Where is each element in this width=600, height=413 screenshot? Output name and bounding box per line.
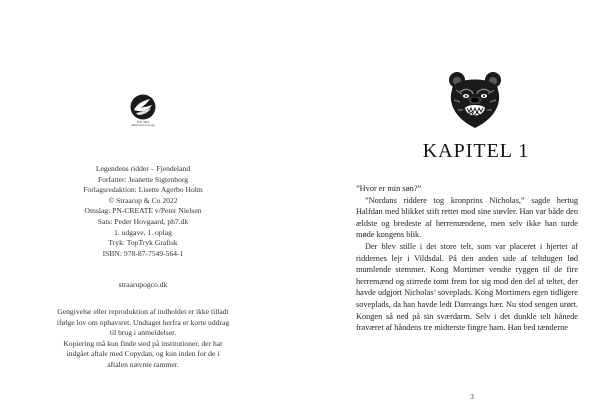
ecolabel-line: Miljømærket tryksag [131,124,155,128]
imprint-line: © Straarup & Co 2022 [108,195,178,205]
imprint-line: Tryk: TopTryk Grafisk [108,238,178,248]
copyright-paragraph: Kopiering må kun finde sted på institutioner, der har indgået aftale med Copydan, og kun inden for de i aftalen nævnte rammer. [63,338,223,369]
page-number: 3 [470,392,474,401]
chapter-title: KAPITEL 1 [422,140,530,162]
swan-ecolabel-icon [130,94,156,120]
bear-head-icon [446,68,504,130]
imprint-line: Omslag: PN-CREATE v/Peter Nielsen [84,206,202,216]
ecolabel-caption [110,121,176,127]
copyright-paragraph: Gengivelse eller reproduktion af indholdet er ikke tilladt ifølge lov om ophavsret. Undtaget herfra er korte uddrag til brug i anmeldelser. [56,307,230,338]
imprint-block [62,164,224,259]
paragraph: ”Nordans riddere tog kronprins Nicholas,” sagde hertug Halfdan med blikket stift rettet mod sine støvler. Han var både den ældste og bredeste af herremændene, men selv ikke han turde møde kongens blik. [356,195,578,240]
imprint-line: Legendens ridder – Fjendeland [95,164,191,173]
imprint-line: 1. udgave, 1. oplag [114,227,172,237]
imprint-line: Forlagsredaktion: Lisette Agerbo Holm [83,185,203,195]
imprint-line: Sats: Peder Hovgaard, ph7.dk [97,216,189,226]
chapter-body [356,183,578,334]
paragraph: Der blev stille i det store telt, som var placeret i hjertet af riddernes lejr i Vildsdal. På den anden side af teltdugen lød mumlende stemmer. Kong Mortimer vendte ryggen til de fire herremænd og stirrede tomt frem for sig mod den del af teltet, der havde udgjort Nicholas’ soveplads. Kong Mortimers egen tidligere soveplads, da han havde ledt Danvangs hær. Nu stod sengen urørt. Kongen så ned på sin sværdarm. Selv i det dunkle telt hånede fraværet af håndens tre midterste fingre ham. Han bed tænderne [356,241,578,333]
copyright-notice [56,307,230,371]
imprint-line: ISBN: 978-87-7549-564-1 [102,248,184,258]
publisher-website: straarupogco.dk [118,280,168,289]
ecolabel-line: 5041 0826 [136,121,150,124]
imprint-line: Forfatter: Jeanette Sigtenborg [97,174,189,184]
paragraph: ”Hvor er min søn?” [356,184,422,193]
